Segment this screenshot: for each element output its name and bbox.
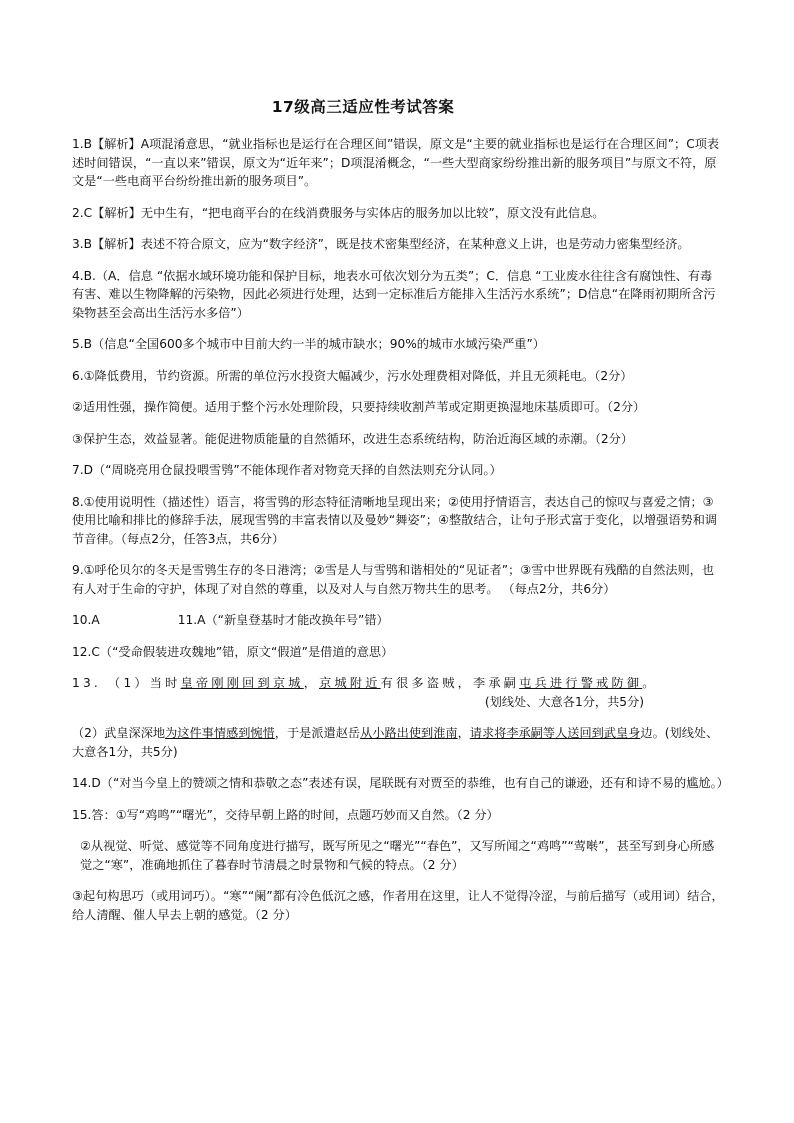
answer-15-point-2: ②从视觉、听觉、感觉等不同角度进行描写，既写所见之“曙光”“春色”，又写所闻之“鸡鸣”“莺啭”，甚至写到身心所感觉之“寒”，准确地抓住了暮春时节清晨之时景物和气候的特点。（2 分） xyxy=(80,839,715,872)
answer-6-point-3: ③保护生态，效益显著。能促进物质能量的自然循环，改进生态系统结构，防治近海区域的赤潮。（2分） xyxy=(72,431,634,446)
answer-10-11-row xyxy=(72,611,724,630)
text-span: 13. （1）当时 xyxy=(72,676,181,690)
text-span: ，于是派遣赵岳 xyxy=(274,726,361,740)
text-span: 有很多盗贼，李承嗣 xyxy=(380,676,520,690)
underlined-phrase: 屯兵进行警戒防御 xyxy=(519,676,643,690)
answer-4: 4.B.（A．信息 “依据水域环境功能和保护目标，地表水可依次划分为五类”；C．信息 “工业废水往往含有腐蚀性、有毒有害、难以生物降解的污染物，因此必须进行处理，达到一定标准后方能排入生活污水系统”；D信息“在降雨初期所含污染物甚至会高出生活污水多倍”） xyxy=(72,268,716,320)
answer-15-point-3: ③起句构思巧（或用词巧）。“寒”“阑”都有冷色低沉之感，作者用在这里，让人不觉得冷涩，与前后描写（或用词）结合，给人清醒、催人早去上朝的感觉。（2 分） xyxy=(72,889,724,922)
answer-1: 1.B【解析】A项混淆意思，“就业指标也是运行在合理区间”错误，原文是“主要的就业指标也是运行在合理区间”；C项表述时间错误，“一直以来”错误，原文为“近年来”；D项混淆概念，“一些大型商家纷纷推出新的服务项目”与原文不符，原文是“一些电商平台纷纷推出新的服务项目”。 xyxy=(72,137,720,188)
answer-6-point-2: ②适用性强，操作简便。适用于整个污水处理阶段，只要持续收割芦苇或定期更换湿地床基质即可。（2分） xyxy=(72,400,646,414)
text-span: 。 xyxy=(642,676,658,690)
answer-13-part-2 xyxy=(72,724,724,761)
text-span: 边。(划线处、大意各1分，共5分) xyxy=(72,726,719,759)
underlined-phrase: 京城附近 xyxy=(319,676,381,690)
answer-2: 2.C【解析】无中生有，“把电商平台的在线消费服务与实体店的服务加以比较”，原文没有此信息。 xyxy=(72,205,605,220)
answer-12: 12.C（“受命假装进攻魏地”错，原文“假道”是借道的意思） xyxy=(72,644,394,659)
text-span: ， xyxy=(457,726,470,740)
underlined-phrase: 从小路出使到淮南 xyxy=(360,726,458,740)
answer-sheet xyxy=(72,95,729,937)
page-title: 17级高三适应性考试答案 xyxy=(271,98,455,116)
answer-14: 14.D（“对当今皇上的赞颂之情和恭敬之态”表述有误，尾联既有对贾至的恭维，也有自己的谦逊，还有和诗不易的尴尬。） xyxy=(72,776,729,790)
text-span: ， xyxy=(303,676,320,690)
answer-10: 10.A xyxy=(72,613,100,627)
answer-7: 7.D（“周晓亮用仓鼠投喂雪鸮”不能体现作者对物竞天择的自然法则充分认同。） xyxy=(72,463,502,477)
answer-15-point-1: 15.答：①写“鸡鸣”“曙光”，交待早朝上路的时间，点题巧妙而又自然。（2 分） xyxy=(72,807,499,822)
answer-13-part-1 xyxy=(72,674,724,693)
answer-8: 8.①使用说明性（描述性）语言，将雪鸮的形态特征清晰地呈现出来；②使用抒情语言，表达自己的惊叹与喜爱之情；③使用比喻和排比的修辞手法，展现雪鸮的丰富表情以及曼妙“舞姿”；④整散结合，让句子形式富于变化，以增强语势和调节音律。（每点2分，任答3点，共6分） xyxy=(72,494,718,546)
answer-9: 9.①呼伦贝尔的冬天是雪鸮生存的冬日港湾；②雪是人与雪鸮和谐相处的“见证者”；③雪中世界既有残酷的自然法则，也有人对于生命的守护，体现了对自然的尊重，以及对人与自然万物共生的思考。 （每点2分，共6分） xyxy=(72,563,715,596)
text-span: （2）武皇深深地 xyxy=(72,726,166,740)
underlined-phrase: 请求将李承嗣等人送回到武皇身 xyxy=(469,726,641,740)
underlined-phrase: 皇帝刚刚 xyxy=(180,676,243,690)
underlined-phrase: 回到京城 xyxy=(242,676,304,690)
answer-13-scoring-note: (划线处、大意各1分，共5分) xyxy=(484,694,644,709)
underlined-phrase: 为这件事情感到惋惜 xyxy=(165,726,275,740)
answer-6-point-1: 6.①降低费用，节约资源。所需的单位污水投资大幅减少，污水处理费相对降低，并且无须耗电。（2分） xyxy=(72,368,633,383)
answer-11: 11.A（“新皇登基时才能改换年号”错） xyxy=(177,613,389,627)
answer-5: 5.B（信息“全国600多个城市中目前大约一半的城市缺水；90%的城市水域污染严重”） xyxy=(72,337,545,351)
answer-3: 3.B【解析】表述不符合原文，应为“数字经济”，既是技术密集型经济，在某种意义上讲，也是劳动力密集型经济。 xyxy=(72,237,690,251)
